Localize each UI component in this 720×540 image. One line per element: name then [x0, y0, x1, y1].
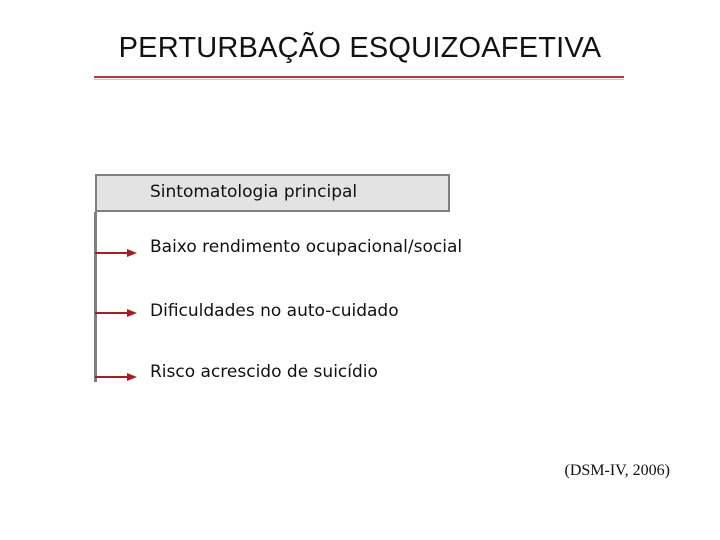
header-label: Sintomatologia principal: [150, 182, 358, 202]
list-item: Baixo rendimento ocupacional/social: [150, 237, 463, 257]
citation: (DSM-IV, 2006): [564, 462, 670, 479]
slide-title: PERTURBAÇÃO ESQUIZOAFETIVA: [118, 32, 602, 64]
arrow-icon: [95, 372, 137, 382]
connector-line: [94, 212, 97, 382]
list-item: Risco acrescido de suicídio: [150, 362, 378, 382]
title-underline: [94, 76, 624, 78]
list-item: Dificuldades no auto-cuidado: [150, 301, 399, 321]
arrow-icon: [95, 308, 137, 318]
arrow-icon: [95, 248, 137, 258]
title-underline-shadow: [94, 79, 624, 80]
